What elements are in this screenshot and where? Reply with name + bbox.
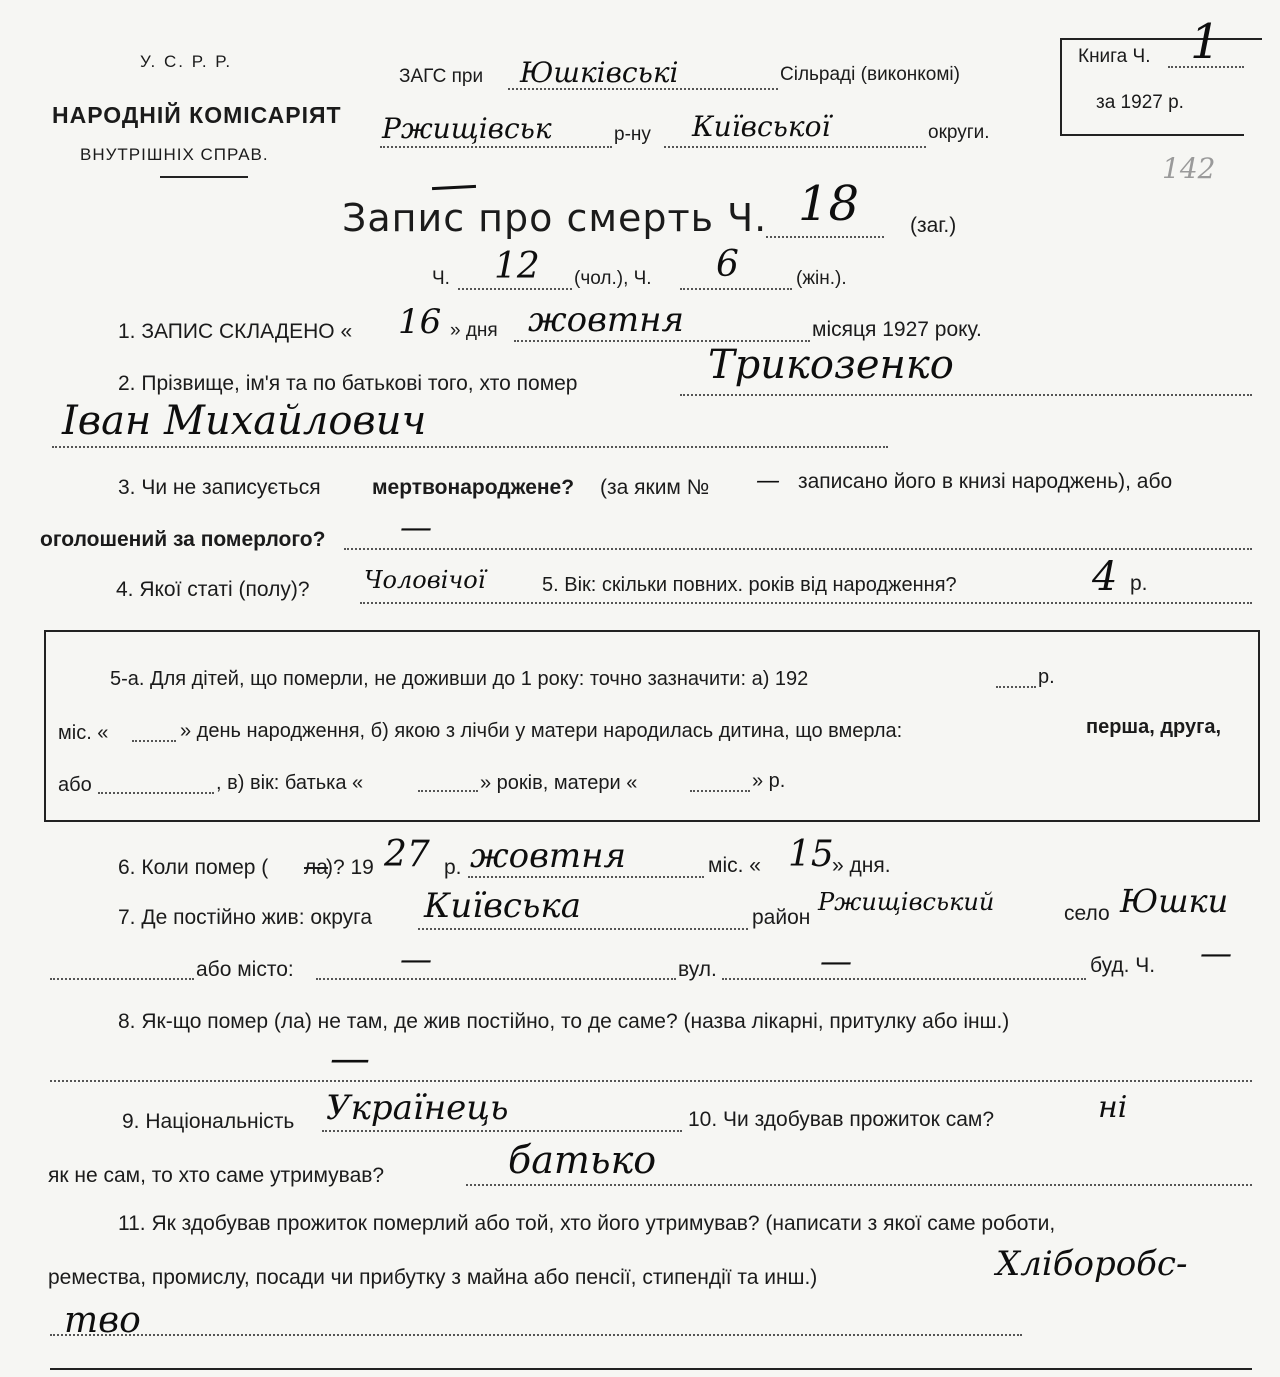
item6-day-handwritten: 15 [788, 834, 834, 875]
item6-mis: міс. « [708, 854, 761, 877]
item1-month-handwritten: жовтня [528, 300, 685, 340]
item7-vul-handwritten: — [820, 942, 852, 980]
ch-label: Ч. [432, 268, 450, 289]
item5a-line1-end: р. [1038, 666, 1055, 688]
district-line [380, 146, 612, 148]
item1-day-handwritten: 16 [398, 302, 442, 342]
item5-age-handwritten: 4 [1092, 554, 1118, 600]
item3-declared-handwritten: — [400, 508, 432, 546]
item5a-line3-b: , в) вік: батька « [216, 772, 364, 794]
item6-day-label: » дня. [832, 854, 891, 877]
item10-label: 10. Чи здобував прожиток сам? [688, 1108, 994, 1131]
item7-rayon-handwritten: Ржищівський [818, 888, 995, 916]
item3-declared-line [344, 548, 1252, 550]
item7-vul: вул. [678, 958, 717, 981]
header-divider [160, 176, 248, 178]
zags-council-handwritten: Юшківські [520, 56, 679, 89]
book-box-left [1060, 38, 1062, 136]
item5a-line2-bold: перша, друга, [1086, 716, 1222, 738]
book-label: Книга Ч. [1078, 46, 1151, 67]
title-dash [432, 185, 476, 190]
item1-mid: » дня [450, 320, 498, 341]
item5a-birthorder-line [98, 792, 214, 794]
item3-stillborn: мертвонароджене? [372, 476, 575, 499]
item6-struck: ла [304, 856, 328, 879]
book-box-bottom [1062, 134, 1244, 136]
council-line [508, 88, 778, 90]
item7-misto-line [316, 978, 676, 980]
item5-age-label: 5. Вік: скільки повних. років від народження? [542, 574, 957, 596]
item7-town-lead-line [50, 978, 194, 980]
male-count-line [458, 288, 572, 290]
item3-mid: (за яким № [600, 476, 710, 499]
item5a-year-line [996, 686, 1036, 688]
book-number-line [1168, 66, 1244, 68]
item5a-line3-a: або [58, 774, 92, 796]
female-label: (жін.). [796, 268, 847, 289]
item2-surname-handwritten: Трикозенко [708, 342, 954, 388]
item11-answer2-handwritten: тво [64, 1300, 141, 1341]
item7-bud: буд. Ч. [1090, 954, 1156, 977]
item5a-line1: 5-а. Для дітей, що померли, не доживши до 1 року: точно зазначити: а) 192 [110, 668, 809, 690]
item5a-month-line [132, 740, 176, 742]
zags-prefix: ЗАГС при [399, 66, 484, 87]
item7-okrug-handwritten: Київська [424, 886, 582, 926]
republic-label: У. С. Р. Р. [140, 52, 233, 71]
item2-name-line [52, 446, 888, 448]
item6-r: р. [444, 856, 462, 879]
okrug-handwritten: Київської [692, 110, 831, 143]
item7-okrug-line [418, 928, 748, 930]
book-year: за 1927 р. [1096, 92, 1184, 113]
item6-year-handwritten: 27 [384, 834, 430, 875]
item2-name-handwritten: Іван Михайлович [62, 398, 427, 444]
item7-vul-line [722, 978, 1086, 980]
item7-rayon: район [752, 906, 811, 929]
item7-bud-handwritten: — [1200, 934, 1232, 972]
item9-nat-handwritten: Українець [326, 1088, 509, 1128]
item5a-line2-a: міс. « [58, 722, 109, 744]
item8-answer-handwritten: — [330, 1036, 370, 1082]
item7-label: 7. Де постійно жив: округа [118, 906, 373, 929]
item7-misto: або місто: [196, 958, 294, 981]
item6-label: 6. Коли помер ( [118, 856, 269, 879]
item4-label: 4. Якої статі (полу)? [116, 578, 310, 601]
item6-year-prefix: )? 19 [326, 856, 374, 879]
item11-answer-line [50, 1334, 1022, 1336]
item11-line1: 11. Як здобував прожиток померлий або той, хто його утримував? (написати з якої саме роботи, [118, 1212, 1056, 1235]
item11-answer1-handwritten: Хліборобс- [996, 1244, 1188, 1284]
item1-label: 1. ЗАПИС СКЛАДЕНО « [118, 320, 353, 343]
female-count-handwritten: 6 [716, 244, 739, 285]
item5a-mother-age-line [690, 790, 750, 792]
record-number-line [766, 236, 884, 238]
male-label: (чол.), Ч. [574, 268, 652, 289]
item10-supporter-label: як не сам, то хто саме утримував? [48, 1164, 385, 1187]
margin-note-handwritten: 142 [1162, 152, 1216, 185]
item9-nat-line [322, 1130, 682, 1132]
okrug-label: округи. [928, 122, 990, 143]
item6-month-line [468, 876, 704, 878]
male-count-handwritten: 12 [494, 246, 540, 287]
commissariat-label: НАРОДНІЙ КОМІСАРІЯТ [52, 102, 342, 128]
item6-month-handwritten: жовтня [470, 836, 627, 876]
department-label: ВНУТРІШНІХ СПРАВ. [80, 145, 269, 164]
book-box-top [1062, 38, 1262, 40]
item4-line [360, 602, 1252, 604]
item7-selo-handwritten: Юшки [1120, 882, 1229, 920]
zags-suffix: Сільраді (виконкомі) [780, 64, 960, 85]
bottom-rule [50, 1368, 1252, 1370]
item1-suffix: місяця 1927 року. [812, 318, 982, 341]
item5a-line2-b: » день народження, б) якою з лічби у матери народилась дитина, що вмерла: [180, 720, 903, 742]
female-count-line [680, 288, 792, 290]
item3-text: 3. Чи не записується [118, 476, 321, 499]
book-number-handwritten: 1 [1190, 14, 1221, 70]
item8-label: 8. Як-що помер (ла) не там, де жив постійно, то де саме? (назва лікарні, притулку або інш.) [118, 1010, 1010, 1033]
item5a-father-age-line [418, 790, 478, 792]
district-label: р-ну [614, 124, 651, 145]
record-number-handwritten: 18 [798, 176, 860, 232]
item4-sex-handwritten: Чоловічої [364, 566, 486, 594]
item2-surname-line [680, 394, 1252, 396]
item7-selo: село [1064, 902, 1110, 925]
item3-tail: записано його в книзі народжень), або [798, 470, 1173, 493]
item9-label: 9. Національність [122, 1110, 295, 1133]
item5-age-suffix: р. [1130, 572, 1148, 595]
record-title: Запис про смерть Ч. [342, 196, 768, 240]
item3-declared: оголошений за померлого? [40, 528, 326, 551]
item2-label: 2. Прізвище, ім'я та по батькові того, хто помер [118, 372, 578, 395]
item10-answer-handwritten: ні [1098, 1090, 1128, 1125]
item10-supporter-handwritten: батько [508, 1138, 657, 1182]
district-handwritten: Ржищівськ [382, 112, 552, 145]
okrug-line [664, 146, 926, 148]
record-total-label: (заг.) [910, 214, 957, 237]
item11-line2: ремества, промислу, посади чи прибутку з майна або пенсії, стипендії та инш.) [48, 1266, 818, 1289]
item7-misto-handwritten: — [400, 940, 432, 978]
item8-line [50, 1080, 1252, 1082]
item5a-line3-c: » років, матери « [480, 772, 638, 794]
item5a-line3-d: » р. [752, 770, 786, 792]
item3-number-handwritten: — [756, 466, 780, 494]
item10-supporter-line [466, 1184, 1252, 1186]
